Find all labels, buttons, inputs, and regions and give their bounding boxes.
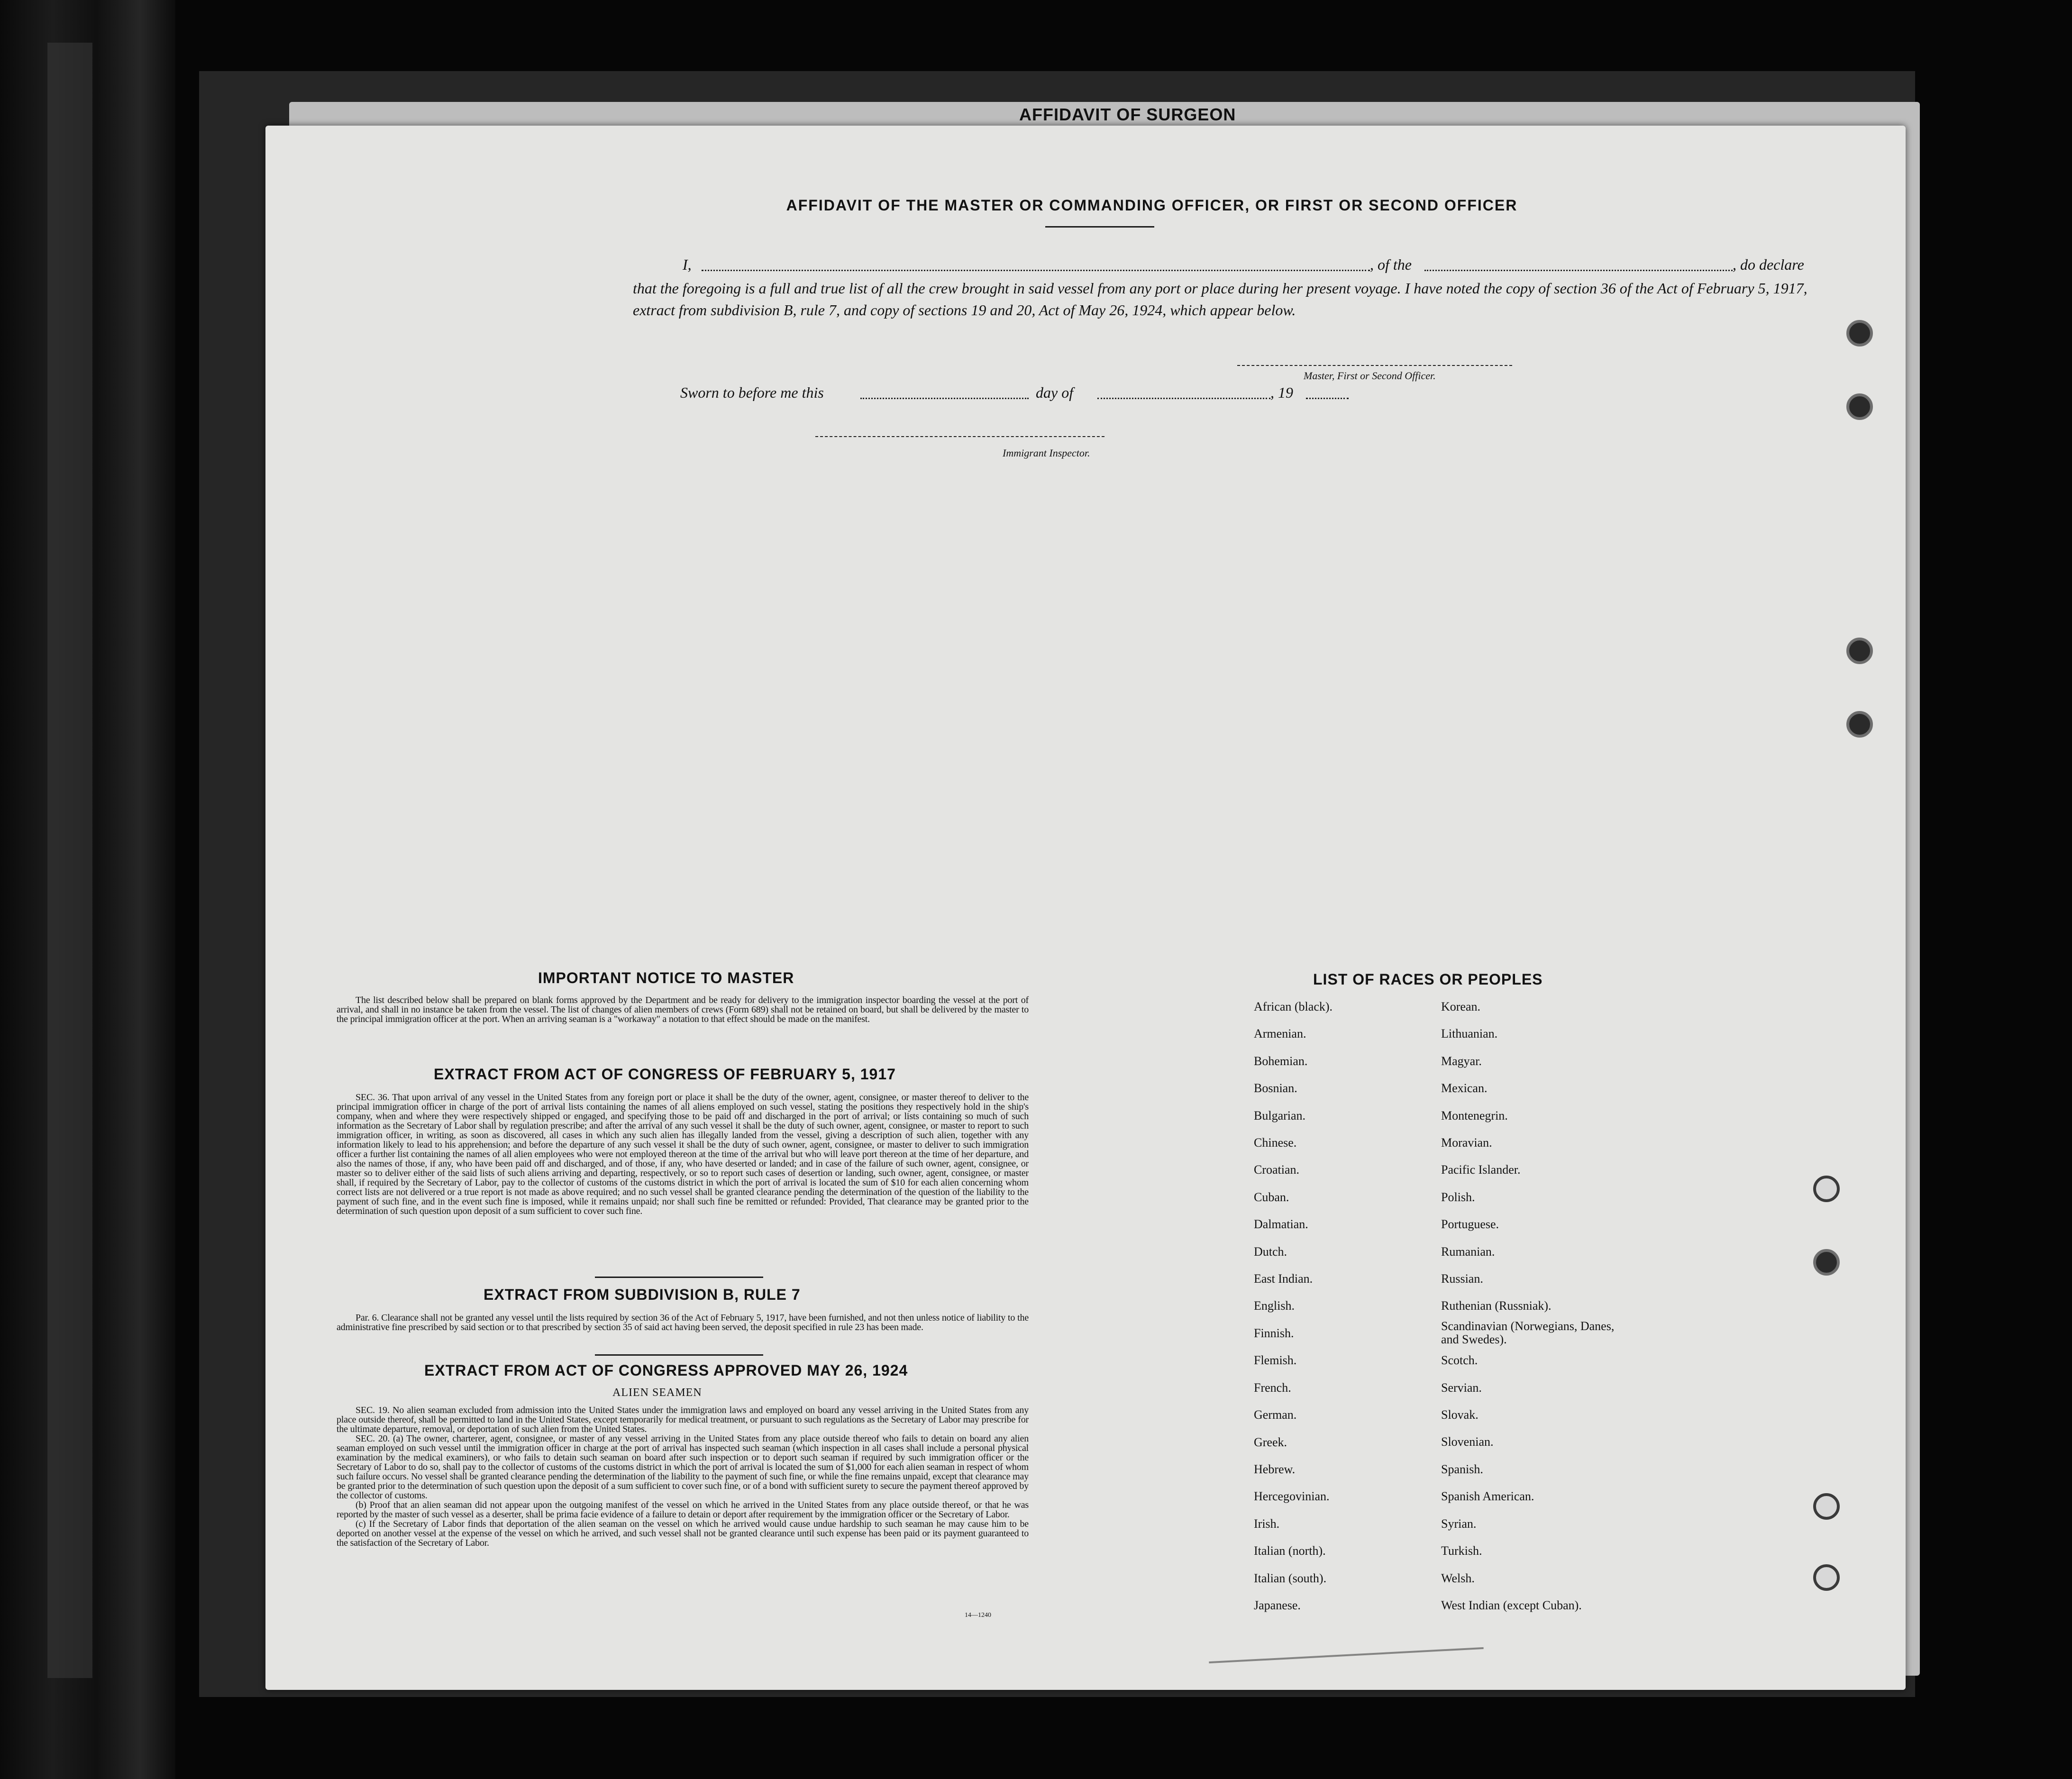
master-signature-label: Master, First or Second Officer.	[1304, 370, 1436, 382]
race-item: Dalmatian.	[1254, 1217, 1308, 1232]
declaration-do-declare: , do declare	[1733, 256, 1804, 273]
handwritten-mark	[1209, 1647, 1483, 1663]
sworn-month-blank	[1097, 386, 1270, 399]
race-item: Pacific Islander.	[1441, 1163, 1521, 1177]
punch-hole	[1846, 320, 1873, 347]
sworn-year: , 19	[1270, 384, 1293, 401]
declaration-i: I,	[683, 256, 692, 273]
race-item: Hebrew.	[1254, 1462, 1296, 1476]
race-item: East Indian.	[1254, 1272, 1313, 1286]
race-item: Bohemian.	[1254, 1054, 1308, 1068]
race-item: German.	[1254, 1408, 1297, 1422]
declaration-text: that the foregoing is a full and true list of all the crew brought in said vessel from any port or place during her present voyage. I have noted the copy of section 36 of the Act of February 5, 1917, extract from subdivision B, rule 7, and copy of sections 19 and 20, Act of May 26, 1924, which appear below.	[633, 280, 1807, 319]
name-blank	[702, 258, 1370, 271]
punch-hole	[1846, 638, 1873, 664]
punch-hole	[1846, 393, 1873, 420]
race-item: Korean.	[1441, 1000, 1481, 1013]
section-36-paragraph: SEC. 36. That upon arrival of any vessel in the United States from any foreign port or place it shall be the duty of the owner, agent, consignee, or master thereof to deliver to the principal immigration officer in charge of the port of arrival lists containing the names of all aliens employed on such vessel, stating the positions they respectively hold in the ship's company, when and where they were respectively shipped or engaged, and specifying those to be paid off and discharged in the port of arrival; or lists containing so much of such information as the Secretary of Labor shall by regulation prescribe; and after the arrival of any such vessel it shall be the duty of such owner, agent, consignee, or master to report to such immigration officer, in writing, as soon as discovered, all cases in which any such alien has illegally landed from the vessel, giving a description of such alien, together with any information likely to lead to his apprehension; and before the departure of any such vessel it shall be the duty of such owner, agent, consignee, or master to deliver to such immigration officer a further list containing the names of all alien employees who were not employed thereon at the time of the arrival but who will leave port thereon at the time of her departure, and also the names of those, if any, who have been paid off and discharged, and of those, if any, who have deserted or landed; and in case of the failure of such owner, agent, consignee, or master so to deliver either of the said lists of such aliens arriving and departing, respectively, or so to report such cases of desertion or landing, such owner, agent, consignee, or master shall, if required by the Secretary of Labor, pay to the collector of customs of the customs district in which the port of arrival is located the sum of $10 for each alien concerning whom correct lists are not delivered or a true report is not made as above required; and no such vessel shall be granted clearance pending the determination of the question of the liability to the payment of such fine, and in the event such fine is imposed, while it remains unpaid; nor shall such fine be remitted or refunded: Provided, That clearance may be granted prior to the determination of such question upon deposit of a sum sufficient to cover such fine.	[337, 1092, 1029, 1216]
master-signature-line	[1237, 365, 1512, 366]
race-item: Italian (north).	[1254, 1544, 1326, 1558]
vessel-blank	[1424, 258, 1733, 271]
alien-seamen-subtitle: ALIEN SEAMEN	[612, 1387, 702, 1399]
punch-hole	[1813, 1249, 1840, 1276]
race-item: Hercegovinian.	[1254, 1489, 1330, 1504]
sworn-day-blank	[860, 386, 1029, 399]
race-item: Rumanian.	[1441, 1244, 1495, 1259]
race-item: Finnish.	[1254, 1326, 1294, 1340]
race-item: Flemish.	[1254, 1353, 1297, 1368]
notice-text	[337, 995, 1029, 1024]
race-item: Ruthenian (Russniak).	[1441, 1299, 1552, 1313]
notice-paragraph: The list described below shall be prepared on blank forms approved by the Department and be ready for delivery to the immigration inspector boarding the vessel at the port of arrival, and shall in no instance be taken from the vessel. The list of changes of alien members of crews (Form 689) shall not be retained on board, but shall be delivered by the master to the principal immigration officer at the port. When an arriving seaman is a "workaway" a notation to that effect should be made on the manifest.	[337, 995, 1029, 1024]
race-item: Chinese.	[1254, 1136, 1297, 1150]
race-item: English.	[1254, 1299, 1295, 1313]
race-item: Moravian.	[1441, 1136, 1492, 1150]
race-item: Russian.	[1441, 1272, 1483, 1286]
race-item: Polish.	[1441, 1190, 1475, 1204]
race-item: Slovak.	[1441, 1408, 1479, 1422]
film-edge	[0, 0, 175, 1779]
race-item: Servian.	[1441, 1380, 1482, 1395]
race-item: Montenegrin.	[1441, 1108, 1508, 1122]
rule7-paragraph: Par. 6. Clearance shall not be granted any vessel until the lists required by section 36 of the Act of February 5, 1917, have been furnished, and not then unless notice of liability to the administrative fine prescribed by said section or to that prescribed by section 35 of said act having been served, the deposit specified in rule 23 has been made.	[337, 1313, 1029, 1332]
extract-1924-text	[337, 1405, 1029, 1548]
race-item: Irish.	[1254, 1516, 1280, 1531]
race-item: Spanish American.	[1441, 1489, 1534, 1504]
races-column-1	[1254, 993, 1333, 1619]
race-item: Lithuanian.	[1441, 1027, 1498, 1041]
race-item: Portuguese.	[1441, 1217, 1499, 1232]
notice-title: IMPORTANT NOTICE TO MASTER	[538, 969, 794, 986]
extract-1924-title: EXTRACT FROM ACT OF CONGRESS APPROVED MAY 26, 1924	[424, 1362, 908, 1379]
section-20c-paragraph: (c) If the Secretary of Labor finds that deportation of the alien seaman on the vessel on which he arrived would cause undue hardship to such seaman he may cause him to be deported on another vessel at the expense of the vessel on which he arrived, and such vessel shall not be granted clearance until such expense has been paid or its payment guaranteed to the satisfaction of the Secretary of Labor.	[337, 1519, 1029, 1548]
race-item: Japanese.	[1254, 1598, 1301, 1612]
race-item: Armenian.	[1254, 1027, 1306, 1041]
underlying-page-label: AFFIDAVIT OF SURGEON	[1019, 105, 1236, 124]
sworn-prefix: Sworn to before me this	[680, 384, 824, 401]
race-item: Cuban.	[1254, 1190, 1289, 1204]
race-item: Bosnian.	[1254, 1081, 1297, 1095]
extract-1917-text	[337, 1093, 1029, 1216]
section-20b-paragraph: (b) Proof that an alien seaman did not appear upon the outgoing manifest of the vessel on which he arrived in the United States from any place outside thereof, or that he was reported by the master of such vessel as a deserter, shall be prima facie evidence of a failure to detain or deport after requirement by the immigration officer or the Secretary of Labor.	[337, 1500, 1029, 1520]
race-item: Welsh.	[1441, 1571, 1475, 1585]
film-strip	[47, 43, 92, 1678]
race-item: Magyar.	[1441, 1054, 1482, 1068]
race-item: Syrian.	[1441, 1516, 1477, 1531]
extract-1917-title: EXTRACT FROM ACT OF CONGRESS OF FEBRUARY 5, 1917	[434, 1066, 896, 1083]
races-title: LIST OF RACES OR PEOPLES	[1313, 971, 1543, 988]
section-divider	[595, 1354, 763, 1356]
race-item: Italian (south).	[1254, 1571, 1327, 1585]
race-item: Scotch.	[1441, 1353, 1478, 1368]
affidavit-title: AFFIDAVIT OF THE MASTER OR COMMANDING OFFICER, OR FIRST OR SECOND OFFICER	[786, 197, 1518, 214]
race-item: Mexican.	[1441, 1081, 1488, 1095]
race-item: African (black).	[1254, 1000, 1333, 1013]
extract-rule7-title: EXTRACT FROM SUBDIVISION B, RULE 7	[484, 1286, 801, 1303]
declaration-of-the: , of the	[1370, 256, 1412, 273]
race-item: Spanish.	[1441, 1462, 1483, 1476]
race-item: Croatian.	[1254, 1163, 1300, 1177]
sworn-year-blank	[1306, 386, 1349, 399]
race-item: Bulgarian.	[1254, 1108, 1306, 1122]
extract-rule7-text	[337, 1313, 1029, 1332]
race-item: Greek.	[1254, 1435, 1287, 1449]
document-page	[265, 126, 1906, 1690]
sworn-day-of: day of	[1036, 384, 1074, 401]
punch-hole	[1813, 1564, 1840, 1591]
inspector-signature-line	[815, 436, 1104, 437]
section-divider	[595, 1277, 763, 1278]
inspector-label: Immigrant Inspector.	[1003, 447, 1090, 459]
punch-hole	[1813, 1493, 1840, 1520]
punch-hole	[1813, 1176, 1840, 1202]
race-item: Slovenian.	[1441, 1435, 1494, 1449]
race-item: West Indian (except Cuban).	[1441, 1598, 1582, 1612]
race-item: Turkish.	[1441, 1544, 1482, 1558]
section-20a-paragraph: SEC. 20. (a) The owner, charterer, agent, consignee, or master of any vessel arriving in the United States from any place outside thereof who fails to detain on board any alien seaman employed on such vessel until the immigration officer in charge at the port of arrival has inspected such seaman (which inspection in all cases shall include a personal physical examination by the medical examiners), or who fails to detain such seaman on board after such inspection or to deport such seaman if required by such immigration officer or the Secretary of Labor to do so, shall pay to the collector of customs of the customs district in which the port of arrival is located the sum of $1,000 for each alien seaman in respect of whom such failure occurs. No vessel shall be granted clearance pending the determination of the liability to the payment of such fine, or while the fine remains unpaid, except that clearance may be granted prior to the determination of such question upon the deposit of a sum sufficient to cover such fine, or of a bond with sufficient surety to secure the payment thereof approved by the collector of customs.	[337, 1433, 1029, 1501]
race-item: French.	[1254, 1380, 1291, 1395]
section-19-paragraph: SEC. 19. No alien seaman excluded from admission into the United States under the immigration laws and employed on board any vessel arriving in the United States from any place outside thereof, shall be permitted to land in the United States, except temporarily for medical treatment, or pursuant to such regulations as the Secretary of Labor may prescribe for the ultimate departure, removal, or deportation of such alien from the United States.	[337, 1405, 1029, 1434]
race-item: Dutch.	[1254, 1244, 1287, 1259]
form-number: 14—1240	[965, 1612, 991, 1619]
races-column-2	[1441, 993, 1621, 1619]
title-rule	[1045, 226, 1154, 228]
punch-hole	[1846, 711, 1873, 738]
race-item: Scandinavian (Norwegians, Danes, and Swedes).	[1441, 1319, 1615, 1346]
